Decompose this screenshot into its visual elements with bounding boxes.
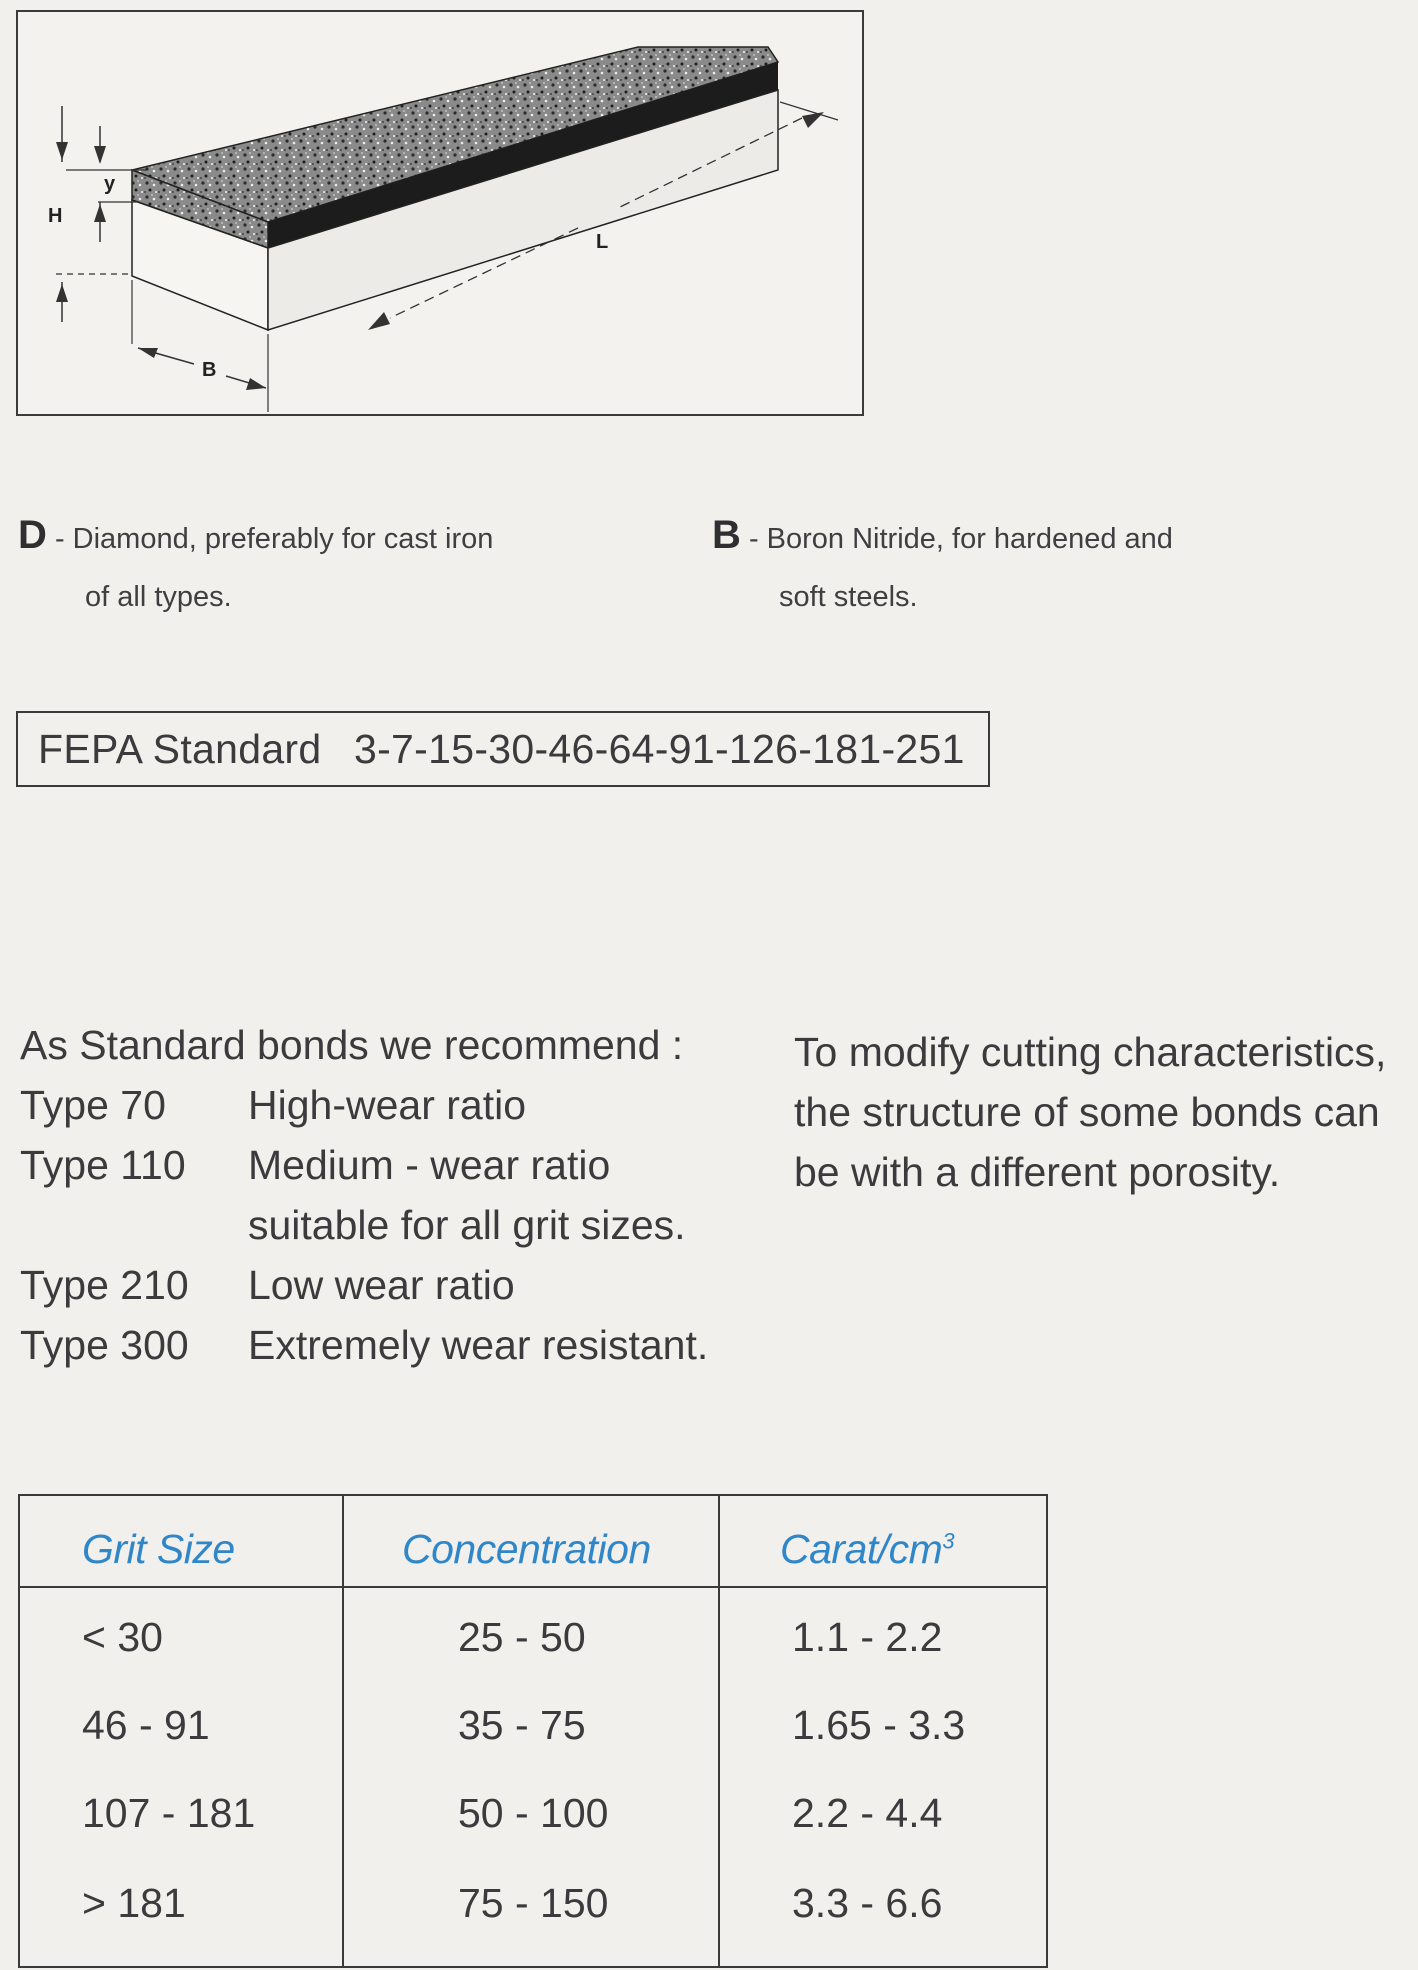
header-carat-text: Carat/cm [780,1526,943,1572]
fepa-label: FEPA Standard [38,726,322,772]
cell-concentration: 50 - 100 [458,1790,609,1836]
bond-description: suitable for all grit sizes. [248,1202,686,1248]
note-line: To modify cutting characteristics, [794,1029,1387,1075]
stick-diagram [18,12,866,418]
table-divider [342,1496,344,1966]
cell-concentration: 75 - 150 [458,1880,609,1926]
cell-grit: 46 - 91 [82,1702,210,1748]
figure-label-b: B [202,359,217,381]
bond-description: Low wear ratio [248,1262,515,1308]
figure-label-l: L [596,231,609,253]
header-grit-size: Grit Size [82,1526,235,1572]
bond-description: High-wear ratio [248,1082,526,1128]
table-divider [718,1496,720,1966]
definition-letter: D [18,513,47,557]
definition-text: - Diamond, preferably for cast iron [54,523,494,555]
definition-boron-nitride [712,506,1362,626]
definition-text: - Boron Nitride, for hardened and [748,523,1173,555]
figure-label-h: H [48,205,63,227]
header-carat [780,1526,954,1573]
fepa-standard-box [16,711,990,787]
cell-concentration: 25 - 50 [458,1614,586,1660]
cell-concentration: 35 - 75 [458,1702,586,1748]
definition-text-line2: of all types. [85,581,232,613]
cell-grit: > 181 [82,1880,186,1926]
bond-type: Type 110 [20,1142,186,1188]
bonds-heading: As Standard bonds we recommend : [20,1022,684,1068]
note-line: the structure of some bonds can [794,1089,1380,1135]
bond-description: Medium - wear ratio [248,1142,611,1188]
definition-letter: B [712,513,741,557]
grinding-stick-figure [16,10,864,416]
bond-type: Type 300 [20,1322,189,1368]
cell-grit: 107 - 181 [82,1790,256,1836]
definition-diamond [18,506,658,626]
porosity-note [794,1022,1414,1202]
bond-type: Type 70 [20,1082,166,1128]
cell-carat: 1.1 - 2.2 [792,1614,943,1660]
bond-description: Extremely wear resistant. [248,1322,709,1368]
bond-type: Type 210 [20,1262,189,1308]
cell-grit: < 30 [82,1614,163,1660]
grit-concentration-table [18,1494,1048,1968]
fepa-values: 3-7-15-30-46-64-91-126-181-251 [354,726,965,772]
cell-carat: 2.2 - 4.4 [792,1790,943,1836]
table-header-divider [20,1586,1046,1588]
definition-text-line2: soft steels. [779,581,918,613]
note-line: be with a different porosity. [794,1149,1281,1195]
header-concentration: Concentration [402,1526,651,1572]
cell-carat: 3.3 - 6.6 [792,1880,943,1926]
cell-carat: 1.65 - 3.3 [792,1702,966,1748]
header-carat-superscript: 3 [942,1528,955,1554]
figure-label-y: y [104,173,116,195]
